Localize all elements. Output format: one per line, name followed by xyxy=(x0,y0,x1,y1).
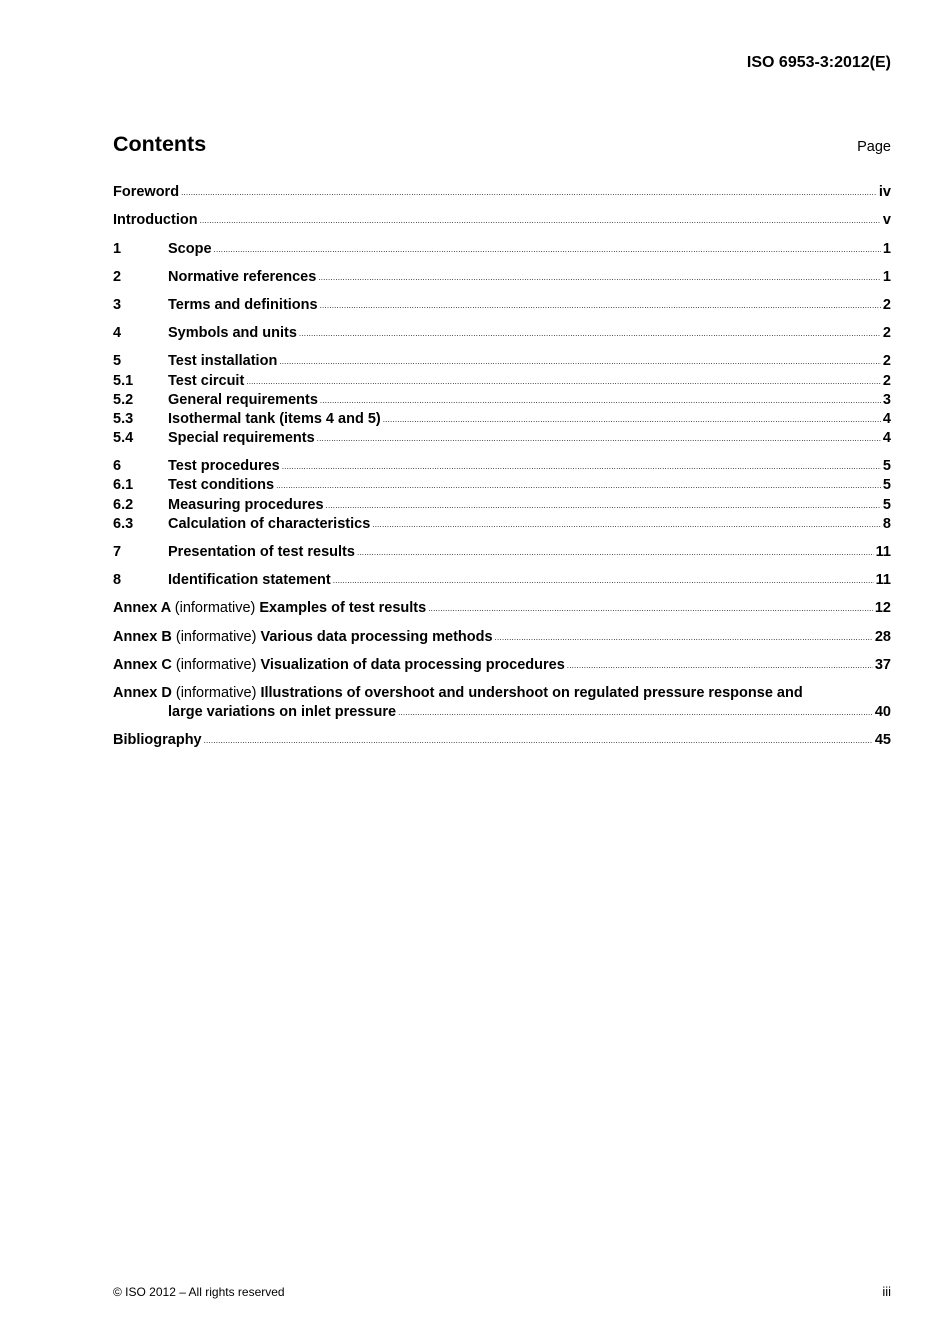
toc-entry-page: 4 xyxy=(882,430,891,446)
toc-entry-number: 6.2 xyxy=(113,497,134,513)
toc-entry-number: 5.4 xyxy=(113,430,134,446)
toc-entry-page: 1 xyxy=(882,241,891,257)
dot-leader xyxy=(317,429,881,448)
dot-leader xyxy=(276,476,881,495)
toc-entry-title: Normative references xyxy=(168,269,317,285)
toc-entry-title xyxy=(113,599,426,618)
toc-entry-scope[interactable] xyxy=(113,240,891,259)
toc-entry-number: 5.1 xyxy=(113,373,134,389)
footer-page-number: iii xyxy=(882,1284,891,1299)
dot-leader xyxy=(279,352,881,371)
toc-entry-measuring-procedures[interactable] xyxy=(113,496,891,515)
toc-entry-number: 6 xyxy=(113,458,122,474)
footer-copyright: © ISO 2012 – All rights reserved xyxy=(113,1285,285,1299)
dot-leader xyxy=(357,543,874,562)
dot-leader xyxy=(428,599,873,618)
toc-entry-page: 5 xyxy=(882,497,891,513)
toc-entry-test-circuit[interactable] xyxy=(113,372,891,391)
dot-leader xyxy=(326,496,881,515)
annex-title: Various data processing methods xyxy=(260,629,493,645)
toc-entry-annex-b[interactable] xyxy=(113,628,891,647)
toc-entry-number: 7 xyxy=(113,544,122,560)
toc-entry-title: Symbols and units xyxy=(168,325,297,341)
toc-entry-title: Scope xyxy=(168,241,212,257)
annex-label: Annex A xyxy=(113,600,171,616)
toc-entry-title: Presentation of test results xyxy=(168,544,355,560)
dot-leader xyxy=(320,391,881,410)
toc-entry-title: Identification statement xyxy=(168,572,331,588)
toc-entry-title: Isothermal tank (items 4 and 5) xyxy=(168,411,381,427)
toc-entry-number: 5.2 xyxy=(113,392,134,408)
table-of-contents xyxy=(113,0,891,1344)
toc-entry-page: 2 xyxy=(882,297,891,313)
annex-label: Annex D xyxy=(113,685,172,701)
toc-entry-page: 45 xyxy=(874,732,891,748)
toc-entry-foreword[interactable] xyxy=(113,183,891,202)
annex-label: Annex C xyxy=(113,657,172,673)
toc-entry-isothermal-tank[interactable] xyxy=(113,410,891,429)
toc-entry-title xyxy=(113,628,493,647)
toc-entry-title: Bibliography xyxy=(113,732,202,748)
dot-leader xyxy=(567,656,873,675)
toc-entry-annex-a[interactable] xyxy=(113,599,891,618)
toc-entry-identification-statement[interactable] xyxy=(113,571,891,590)
dot-leader xyxy=(204,731,873,750)
toc-entry-number: 2 xyxy=(113,269,122,285)
toc-entry-title: Calculation of characteristics xyxy=(168,516,371,532)
toc-entry-title: Foreword xyxy=(113,184,180,200)
toc-entry-general-requirements[interactable] xyxy=(113,391,891,410)
toc-entry-title: Special requirements xyxy=(168,430,315,446)
toc-entry-page: 1 xyxy=(882,269,891,285)
toc-entry-test-installation[interactable] xyxy=(113,352,891,371)
toc-entry-symbols-and-units[interactable] xyxy=(113,324,891,343)
toc-entry-annex-c[interactable] xyxy=(113,656,891,675)
toc-entry-number: 1 xyxy=(113,241,122,257)
dot-leader xyxy=(200,211,881,230)
toc-entry-number: 6.3 xyxy=(113,516,134,532)
toc-entry-annex-d-continuation[interactable] xyxy=(113,703,891,722)
toc-entry-page: 2 xyxy=(882,325,891,341)
toc-entry-number: 5.3 xyxy=(113,411,134,427)
toc-entry-number: 8 xyxy=(113,572,122,588)
dot-leader xyxy=(383,410,881,429)
dot-leader xyxy=(320,296,881,315)
dot-leader xyxy=(495,628,873,647)
toc-entry-page: 11 xyxy=(875,544,891,560)
annex-title: Examples of test results xyxy=(259,600,427,616)
toc-entry-normative-references[interactable] xyxy=(113,268,891,287)
dot-leader xyxy=(246,372,881,391)
toc-entry-title: Test procedures xyxy=(168,458,280,474)
toc-entry-number: 6.1 xyxy=(113,477,134,493)
toc-entry-title xyxy=(113,656,565,675)
toc-entry-number: 4 xyxy=(113,325,122,341)
toc-entry-page: v xyxy=(882,212,891,228)
toc-entry-number: 5 xyxy=(113,353,122,369)
dot-leader xyxy=(333,571,874,590)
annex-label: Annex B xyxy=(113,629,172,645)
toc-entry-presentation-of-test-results[interactable] xyxy=(113,543,891,562)
dot-leader xyxy=(398,703,873,722)
toc-entry-special-requirements[interactable] xyxy=(113,429,891,448)
toc-entry-title: Test circuit xyxy=(168,373,245,389)
toc-entry-page: 4 xyxy=(882,411,891,427)
toc-entry-page: iv xyxy=(878,184,891,200)
toc-entry-page: 3 xyxy=(882,392,891,408)
dot-leader xyxy=(282,457,881,476)
toc-entry-title: Introduction xyxy=(113,212,198,228)
toc-entry-test-procedures[interactable] xyxy=(113,457,891,476)
annex-informative: (informative) xyxy=(175,657,257,673)
toc-entry-title: Test conditions xyxy=(168,477,275,493)
toc-entry-bibliography[interactable] xyxy=(113,731,891,750)
annex-title: Visualization of data processing procedures xyxy=(260,657,565,673)
annex-title: Illustrations of overshoot and undershoot on regulated pressure response and xyxy=(260,685,803,701)
toc-entry-page: 5 xyxy=(882,458,891,474)
toc-entry-terms-and-definitions[interactable] xyxy=(113,296,891,315)
annex-title-continuation: large variations on inlet pressure xyxy=(168,704,397,720)
toc-entry-title: Terms and definitions xyxy=(168,297,318,313)
page-column-label: Page xyxy=(857,139,891,155)
dot-leader xyxy=(372,515,881,534)
toc-entry-page: 5 xyxy=(882,477,891,493)
contents-heading: Contents xyxy=(113,132,207,156)
annex-informative: (informative) xyxy=(175,685,257,701)
annex-informative: (informative) xyxy=(175,629,257,645)
toc-entry-title: Test installation xyxy=(168,353,278,369)
toc-entry-annex-d[interactable] xyxy=(113,684,891,703)
toc-entry-page: 40 xyxy=(874,704,891,720)
dot-leader xyxy=(181,183,877,202)
toc-entry-page: 11 xyxy=(875,572,891,588)
toc-entry-number: 3 xyxy=(113,297,122,313)
toc-entry-title: Measuring procedures xyxy=(168,497,324,513)
toc-entry-title: General requirements xyxy=(168,392,318,408)
toc-entry-page: 12 xyxy=(874,600,891,616)
toc-entry-page: 2 xyxy=(882,353,891,369)
toc-entry-test-conditions[interactable] xyxy=(113,476,891,495)
annex-informative: (informative) xyxy=(174,600,256,616)
toc-entry-page: 8 xyxy=(882,516,891,532)
toc-entry-introduction[interactable] xyxy=(113,211,891,230)
document-identifier: ISO 6953-3:2012(E) xyxy=(746,54,891,71)
toc-entry-calculation-of-characteristics[interactable] xyxy=(113,515,891,534)
toc-entry-page: 28 xyxy=(874,629,891,645)
dot-leader xyxy=(318,268,881,287)
dot-leader xyxy=(299,324,881,343)
dot-leader xyxy=(214,240,881,259)
toc-entry-page: 2 xyxy=(882,373,891,389)
toc-entry-page: 37 xyxy=(874,657,891,673)
